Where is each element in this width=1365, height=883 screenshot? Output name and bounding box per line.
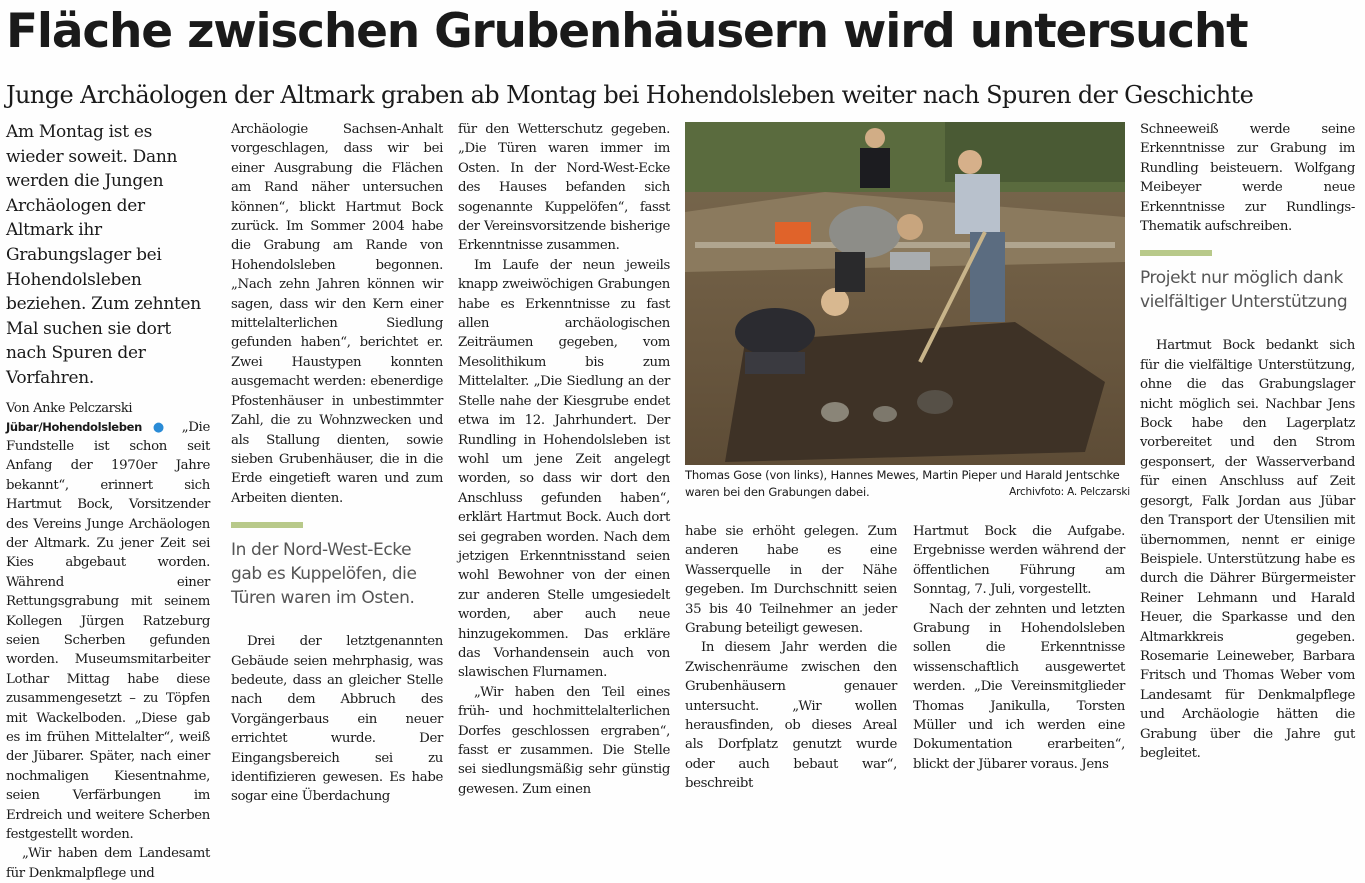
lead-paragraph: Am Montag ist es wieder soweit. Dann werden die Jungen Archäologen der Altmark ihr Grabungslager bei Hohendolsleben beziehen. Zum zehnten Mal suchen sie dort nach Spuren der Vorfahren. bbox=[6, 122, 201, 388]
photo-caption bbox=[685, 467, 1130, 501]
paragraph: Hartmut Bock bedankt sich für die vielfältige Unterstützung, ohne die das Grabungslager nicht möglich sei. Nachbar Jens Bock habe den Lagerplatz vorbereitet und den Strom gesponsert, der Wasserverband für einen Anschluss auf Zeit gesorgt, Falk Jordan aus Jübar den Transport der Utensilien mit übernommen, nennt er einige Beispiele. Unterstützung habe es durch die Dährer Bürgermeister Reiner Lehmann und Harald Heuer, die Sparkasse und den Altmarkkreis gegeben. Rosemarie Leineweber, Barbara Fritsch und Thomas Weber vom Landesamt für Denkmalpflege und Archäologie hätten die Grabung über die Jahre gut begleitet. bbox=[1140, 338, 1355, 761]
paragraph: „Wir haben den Teil eines früh- und hochmittelalterlichen Dorfes geschlossen ergraben“, fasst er zusammen. Die Stelle sei siedlungsmäßig sehr günstig gewesen. Zum einen bbox=[458, 684, 670, 797]
paragraph: Im Laufe der neun jeweils knapp zweiwöchigen Grabungen habe es Erkenntnisse zu fast allen archäologischen Zeiträumen gegeben, vom Mesolithikum bis zum Mittelalter. „Die Siedlung an der Stelle nahe der Kiesgrube endet etwa im 12. Jahrhundert. Der Rundling in Hohendolsleben ist wohl um jene Zeit angelegt worden, so dass wir dort den Anschluss gefunden haben“, erklärt Hartmut Bock. Auch dort sei gegraben worden. Nach dem jetzigen Erkenntnisstand seien wohl Bewohner von der einen zur anderen Stelle umgesiedelt worden, aber auch neue hinzugekommen. Das erkläre das Vorhandensein auch von slawischen Flurnamen. bbox=[458, 257, 670, 681]
excavation-photo bbox=[685, 122, 1125, 465]
caption-text: Thomas Gose (von links), Hannes Mewes, Martin Pieper und Harald Jentschke waren bei den Grabungen dabei. bbox=[685, 468, 1120, 499]
paragraph: für den Wetterschutz gegeben. „Die Türen waren immer im Osten. In der Nord-West-Ecke des Hauses befanden sich sogenannte Kuppelöfen“, fasst der Vereinsvorsitzende bisherige Erkenntnisse zusammen. bbox=[458, 122, 670, 254]
article-headline: Fläche zwischen Grubenhäusern wird untersucht bbox=[6, 4, 1248, 59]
article-column-1 bbox=[6, 120, 210, 881]
article-subheadline: Junge Archäologen der Altmark graben ab Montag bei Hohendolsleben weiter nach Spuren der Geschichte bbox=[6, 81, 1254, 109]
article-column-6 bbox=[1140, 120, 1355, 766]
article-column-3 bbox=[458, 120, 670, 797]
pullquote: Projekt nur möglich dank vielfältiger Unterstützung bbox=[1140, 268, 1348, 313]
photo-credit: Archivfoto: A. Pelczarski bbox=[1009, 486, 1130, 498]
paragraph: Nach der zehnten und letzten Grabung in Hohendolsleben sollen die Erkenntnisse wissenschaftlich ausgewertet werden. „Die Vereinsmitglieder Thomas Janikulla, Torsten Müller und ich werden eine Dokumentation erarbeiten“, blickt der Jübarer voraus. Jens bbox=[913, 601, 1125, 772]
paragraph: Archäologie Sachsen-Anhalt vorgeschlagen, dass wir bei einer Ausgrabung die Flächen am Rand näher untersuchen können“, blickt Hartmut Bock zurück. Im Sommer 2004 habe die Grabung am Rande von Hohendolsleben begonnen. „Nach zehn Jahren können wir sagen, dass wir den Kern einer mittelalterlichen Siedlung gefunden haben“, berichtet er. Zwei Haustypen konnten ausgemacht werden: ebenerdige Pfostenhäuser in unbestimmter Zahl, die zu Wohnzwecken und als Stallung dienten, sowie sieben Grubenhäuser, die in die Erde eingetieft waren und zum Arbeiten dienten. bbox=[231, 122, 443, 506]
paragraph bbox=[6, 418, 210, 845]
author-byline: Von Anke Pelczarski bbox=[6, 400, 133, 416]
paragraph: „Wir haben dem Landesamt für Denkmalpflege und bbox=[6, 846, 210, 881]
paragraph: habe sie erhöht gelegen. Zum anderen habe es eine Wasserquelle in der Nähe gegeben. Im Durchschnitt seien 35 bis 40 Teilnehmer an jeder Grabung beteiligt gewesen. bbox=[685, 524, 897, 637]
dateline: Jübar/Hohendolsleben bbox=[6, 419, 142, 434]
paragraph: Hartmut Bock die Aufgabe. Ergebnisse werden während der öffentlichen Führung am Sonntag, 7. Juli, vorgestellt. bbox=[913, 524, 1125, 598]
paragraph: In diesem Jahr werden die Zwischenräume zwischen den Grubenhäusern genauer untersucht. „Wir wollen herausfinden, ob dieses Areal als Dorfplatz genutzt wurde oder auch bebaut war“, beschreibt bbox=[685, 640, 897, 792]
article-column-2 bbox=[231, 120, 443, 805]
pullquote-bar bbox=[1140, 250, 1212, 256]
pullquote: In der Nord-West-Ecke gab es Kuppelöfen, die Türen waren im Osten. bbox=[231, 540, 417, 609]
paragraph: Schneeweiß werde seine Erkenntnisse zur Grabung im Rundling beisteuern. Wolfgang Meibeyer werde neue Erkenntnisse zur Rundlings-Thematik aufschreiben. bbox=[1140, 122, 1355, 235]
pullquote-bar bbox=[231, 522, 303, 528]
paragraph: Drei der letztgenannten Gebäude seien mehrphasig, was bedeute, dass an gleicher Stelle nach dem Abbruch des Vorgängerbaus ein neuer errichtet wurde. Der Eingangsbereich sei zu identifizieren gewesen. Es habe sogar eine Überdachung bbox=[231, 634, 443, 805]
paragraph-text: „Die Fundstelle ist schon seit Anfang der 1970er Jahre bekannt“, erinnert sich Hartmut Bock, Vorsitzender des Vereins Junge Archäologen der Altmark. Zu jener Zeit sei Kies abgebaut worden. Während einer Rettungsgrabung mit seinem Kollegen Jürgen Ratzeburg seien Scherben gefunden worden. Museumsmitarbeiter Lothar Mittag habe diese zusammengesetzt – zu Töpfen mit Wackelboden. „Diese gab es im frühen Mittelalter“, weiß der Jübarer. Später, nach einer nochmaligen Kiesentnahme, seien Verfärbungen im Erdreich und weitere Scherben festgestellt worden. bbox=[6, 419, 210, 843]
article-column-4 bbox=[685, 522, 897, 792]
bullet-dot-icon: ● bbox=[152, 419, 171, 435]
article-column-5 bbox=[913, 522, 1125, 772]
